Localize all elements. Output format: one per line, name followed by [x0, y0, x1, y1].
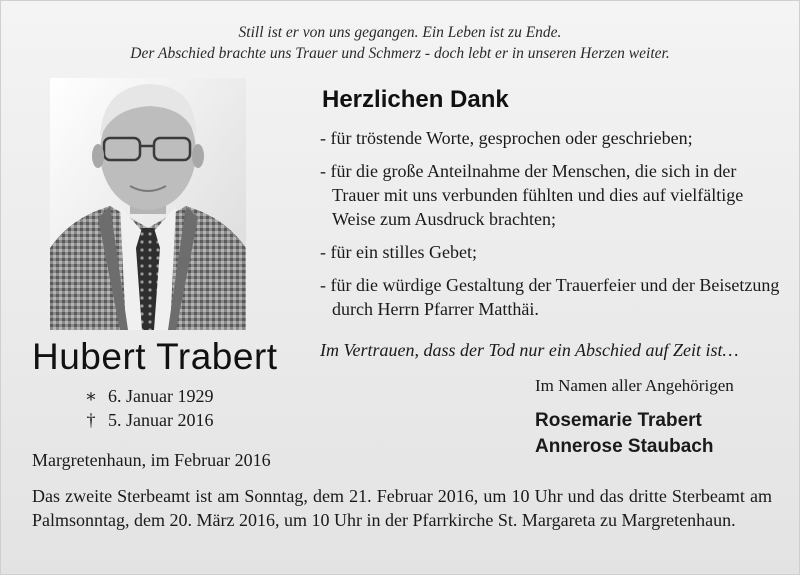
portrait-illustration: [50, 78, 246, 330]
thanks-item: - für die würdige Gestaltung der Trauerfeier und der Beisetzung durch Herrn Pfarrer Matthäi.: [320, 275, 780, 319]
signer-name: Rosemarie Trabert: [535, 410, 702, 431]
motto: [0, 22, 800, 64]
birth-row: [84, 384, 213, 408]
deceased-name: Hubert Trabert: [32, 336, 278, 377]
motto-line-1: Still ist er von uns gegangen. Ein Leben ist zu Ende.: [238, 24, 562, 41]
closing-quote: Im Vertrauen, dass der Tod nur ein Abschied auf Zeit ist…: [320, 340, 739, 360]
thanks-item: - für die große Anteilnahme der Menschen, die sich in der Trauer mit uns verbunden fühlten und dies auf vielfältige Weise zum Ausdruck brachten;: [320, 161, 744, 229]
death-row: [84, 408, 213, 432]
portrait-photo: [50, 78, 246, 330]
mass-notice: Das zweite Sterbeamt ist am Sonntag, dem 21. Februar 2016, um 10 Uhr und das dritte Sterbeamt am Palmsonntag, dem 20. März 2016, um 10 Uhr in der Pfarrkirche St. Margareta zu Margretenhaun.: [32, 486, 772, 530]
life-dates: [84, 384, 213, 432]
place-and-date: Margretenhaun, im Februar 2016: [32, 450, 271, 470]
birth-star-icon: ∗: [84, 386, 98, 406]
thanks-heading: Herzlichen Dank: [322, 86, 509, 113]
signers: [535, 408, 713, 460]
thanks-item: - für tröstende Worte, gesprochen oder geschrieben;: [320, 128, 693, 148]
thanks-list: [320, 126, 780, 330]
thanks-item: - für ein stilles Gebet;: [320, 242, 477, 262]
signer-name: Annerose Staubach: [535, 436, 714, 457]
motto-line-2: Der Abschied brachte uns Trauer und Schmerz - doch lebt er in unseren Herzen weiter.: [130, 45, 670, 62]
death-date: 5. Januar 2016: [108, 410, 214, 430]
on-behalf-text: Im Namen aller Angehörigen: [535, 376, 734, 395]
death-cross-icon: †: [86, 410, 96, 430]
birth-date: 6. Januar 1929: [108, 386, 214, 406]
